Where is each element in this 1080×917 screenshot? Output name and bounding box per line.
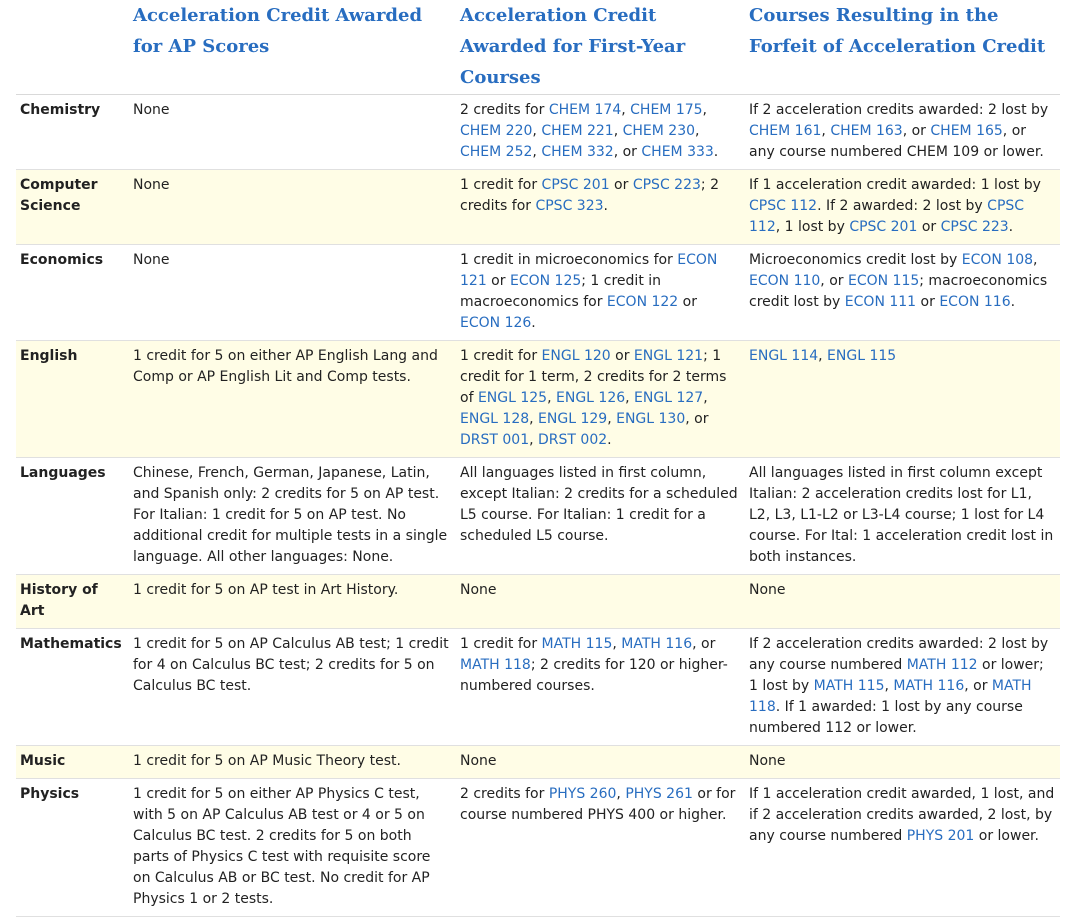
table-row-mathematics	[16, 629, 1060, 746]
table-row-chemistry	[16, 95, 1060, 170]
forfeit-cell: All languages listed in first column except Italian: 2 acceleration credits lost for L1, L2, L3, L1-L2 or L3-L4 course; 1 lost for L4 course. For Ital: 1 acceleration credit lost in both instances.	[745, 458, 1060, 575]
ap-credit-cell: None	[129, 95, 456, 170]
forfeit-cell: If 2 acceleration credits awarded: 2 lost by any course numbered MATH 112 or lower; 1 lost by MATH 115, MATH 116, or MATH 118. If 1 awarded: 1 lost by any course numbered 112 or lower.	[745, 629, 1060, 746]
subject-cell: Chemistry	[16, 95, 129, 170]
ap-credit-cell: None	[129, 245, 456, 341]
header-subject	[16, 0, 129, 95]
course-link-engl-129[interactable]: ENGL 129	[538, 411, 608, 427]
header-ap-scores: Acceleration Credit Awarded for AP Scores	[129, 0, 456, 95]
course-link-chem-163[interactable]: CHEM 163	[830, 123, 903, 139]
course-link-econ-116[interactable]: ECON 116	[939, 294, 1011, 310]
table-row-history-of-art	[16, 575, 1060, 629]
course-link-math-115[interactable]: MATH 115	[813, 678, 885, 694]
course-link-chem-220[interactable]: CHEM 220	[460, 123, 533, 139]
course-link-econ-125[interactable]: ECON 125	[509, 273, 582, 289]
forfeit-cell: If 2 acceleration credits awarded: 2 lost by CHEM 161, CHEM 163, or CHEM 165, or any course numbered CHEM 109 or lower.	[745, 95, 1060, 170]
course-link-phys-261[interactable]: PHYS 261	[625, 786, 693, 802]
first-year-credit-cell: 2 credits for PHYS 260, PHYS 261 or for course numbered PHYS 400 or higher.	[456, 779, 745, 917]
table-row-computer-science	[16, 170, 1060, 245]
table-row-physics	[16, 779, 1060, 917]
course-link-chem-175[interactable]: CHEM 175	[630, 102, 703, 118]
course-link-chem-221[interactable]: CHEM 221	[541, 123, 614, 139]
course-link-math-115[interactable]: MATH 115	[541, 636, 613, 652]
course-link-engl-130[interactable]: ENGL 130	[616, 411, 686, 427]
subject-cell: History of Art	[16, 575, 129, 629]
table-body	[16, 95, 1060, 917]
course-link-econ-108[interactable]: ECON 108	[961, 252, 1034, 268]
ap-credit-cell: 1 credit for 5 on either AP English Lang and Comp or AP English Lit and Comp tests.	[129, 341, 456, 458]
course-link-engl-120[interactable]: ENGL 120	[541, 348, 611, 364]
course-link-math-116[interactable]: MATH 116	[621, 636, 693, 652]
ap-credit-cell: 1 credit for 5 on AP Music Theory test.	[129, 746, 456, 779]
course-link-drst-001[interactable]: DRST 001	[460, 432, 530, 448]
course-link-chem-252[interactable]: CHEM 252	[460, 144, 533, 160]
course-link-cpsc-112[interactable]: CPSC 112	[749, 198, 1025, 235]
forfeit-cell: If 1 acceleration credit awarded, 1 lost, and if 2 acceleration credits awarded, 2 lost, by any course numbered PHYS 201 or lower.	[745, 779, 1060, 917]
course-link-engl-128[interactable]: ENGL 128	[460, 411, 530, 427]
subject-cell: Music	[16, 746, 129, 779]
course-link-cpsc-201[interactable]: CPSC 201	[849, 219, 918, 235]
course-link-drst-002[interactable]: DRST 002	[538, 432, 608, 448]
course-link-chem-174[interactable]: CHEM 174	[548, 102, 622, 118]
first-year-credit-cell: 2 credits for CHEM 174, CHEM 175, CHEM 220, CHEM 221, CHEM 230, CHEM 252, CHEM 332, or CHEM 333.	[456, 95, 745, 170]
course-link-econ-121[interactable]: ECON 121	[460, 252, 718, 289]
course-link-cpsc-201[interactable]: CPSC 201	[541, 177, 610, 193]
acceleration-credit-table	[16, 0, 1060, 917]
course-link-econ-110[interactable]: ECON 110	[749, 273, 821, 289]
forfeit-cell: Microeconomics credit lost by ECON 108, ECON 110, or ECON 115; macroeconomics credit lost by ECON 111 or ECON 116.	[745, 245, 1060, 341]
course-link-engl-126[interactable]: ENGL 126	[556, 390, 626, 406]
table-row-music	[16, 746, 1060, 779]
course-link-cpsc-223[interactable]: CPSC 223	[940, 219, 1009, 235]
first-year-credit-cell: All languages listed in first column, except Italian: 2 credits for a scheduled L5 course. For Italian: 1 credit for a scheduled L5 course.	[456, 458, 745, 575]
subject-cell: Computer Science	[16, 170, 129, 245]
course-link-chem-230[interactable]: CHEM 230	[622, 123, 696, 139]
first-year-credit-cell: None	[456, 575, 745, 629]
forfeit-cell: None	[745, 575, 1060, 629]
table-row-languages	[16, 458, 1060, 575]
first-year-credit-cell: 1 credit for CPSC 201 or CPSC 223; 2 credits for CPSC 323.	[456, 170, 745, 245]
ap-credit-cell: None	[129, 170, 456, 245]
course-link-engl-127[interactable]: ENGL 127	[634, 390, 704, 406]
forfeit-cell: ENGL 114, ENGL 115	[745, 341, 1060, 458]
header-forfeit-courses: Courses Resulting in the Forfeit of Acceleration Credit	[745, 0, 1060, 95]
subject-cell: Physics	[16, 779, 129, 917]
course-link-phys-201[interactable]: PHYS 201	[906, 828, 975, 844]
ap-credit-cell: 1 credit for 5 on AP test in Art History.	[129, 575, 456, 629]
first-year-credit-cell: 1 credit for MATH 115, MATH 116, or MATH 118; 2 credits for 120 or higher-numbered courses.	[456, 629, 745, 746]
course-link-math-112[interactable]: MATH 112	[906, 657, 978, 673]
ap-credit-cell: 1 credit for 5 on either AP Physics C test, with 5 on AP Calculus AB test or 4 or 5 on Calculus BC test. 2 credits for 5 on both parts of Physics C test with requisite score on Calculus AB or BC test. No credit for AP Physics 1 or 2 tests.	[129, 779, 456, 917]
course-link-cpsc-112[interactable]: CPSC 112	[749, 198, 818, 214]
ap-credit-cell: Chinese, French, German, Japanese, Latin, and Spanish only: 2 credits for 5 on AP test. For Italian: 1 credit for 5 on AP test. No additional credit for multiple tests in a single language. All other languages: None.	[129, 458, 456, 575]
subject-cell: English	[16, 341, 129, 458]
course-link-math-116[interactable]: MATH 116	[893, 678, 965, 694]
course-link-chem-333[interactable]: CHEM 333	[641, 144, 714, 160]
course-link-math-118[interactable]: MATH 118	[749, 678, 1032, 715]
course-link-engl-121[interactable]: ENGL 121	[633, 348, 704, 364]
course-link-cpsc-323[interactable]: CPSC 323	[535, 198, 604, 214]
course-link-math-118[interactable]: MATH 118	[460, 657, 531, 673]
header-row	[16, 0, 1060, 95]
subject-cell: Mathematics	[16, 629, 129, 746]
course-link-econ-126[interactable]: ECON 126	[460, 315, 532, 331]
first-year-credit-cell: None	[456, 746, 745, 779]
ap-credit-cell: 1 credit for 5 on AP Calculus AB test; 1 credit for 4 on Calculus BC test; 2 credits for 5 on Calculus BC test.	[129, 629, 456, 746]
subject-cell: Languages	[16, 458, 129, 575]
subject-cell: Economics	[16, 245, 129, 341]
course-link-engl-125[interactable]: ENGL 125	[477, 390, 548, 406]
table-row-english	[16, 341, 1060, 458]
course-link-chem-332[interactable]: CHEM 332	[541, 144, 614, 160]
course-link-cpsc-223[interactable]: CPSC 223	[632, 177, 701, 193]
course-link-econ-115[interactable]: ECON 115	[847, 273, 920, 289]
course-link-chem-161[interactable]: CHEM 161	[749, 123, 822, 139]
course-link-econ-122[interactable]: ECON 122	[606, 294, 679, 310]
forfeit-cell: If 1 acceleration credit awarded: 1 lost by CPSC 112. If 2 awarded: 2 lost by CPSC 112, 1 lost by CPSC 201 or CPSC 223.	[745, 170, 1060, 245]
first-year-credit-cell: 1 credit in microeconomics for ECON 121 or ECON 125; 1 credit in macroeconomics for ECON 122 or ECON 126.	[456, 245, 745, 341]
course-link-phys-260[interactable]: PHYS 260	[548, 786, 617, 802]
forfeit-cell: None	[745, 746, 1060, 779]
course-link-econ-111[interactable]: ECON 111	[844, 294, 917, 310]
header-first-year-courses: Acceleration Credit Awarded for First-Year Courses	[456, 0, 745, 95]
course-link-engl-114[interactable]: ENGL 114	[749, 348, 819, 364]
first-year-credit-cell: 1 credit for ENGL 120 or ENGL 121; 1 credit for 1 term, 2 credits for 2 terms of ENGL 125, ENGL 126, ENGL 127, ENGL 128, ENGL 129, ENGL 130, or DRST 001, DRST 002.	[456, 341, 745, 458]
table-row-economics	[16, 245, 1060, 341]
course-link-chem-165[interactable]: CHEM 165	[930, 123, 1003, 139]
course-link-engl-115[interactable]: ENGL 115	[827, 348, 897, 364]
